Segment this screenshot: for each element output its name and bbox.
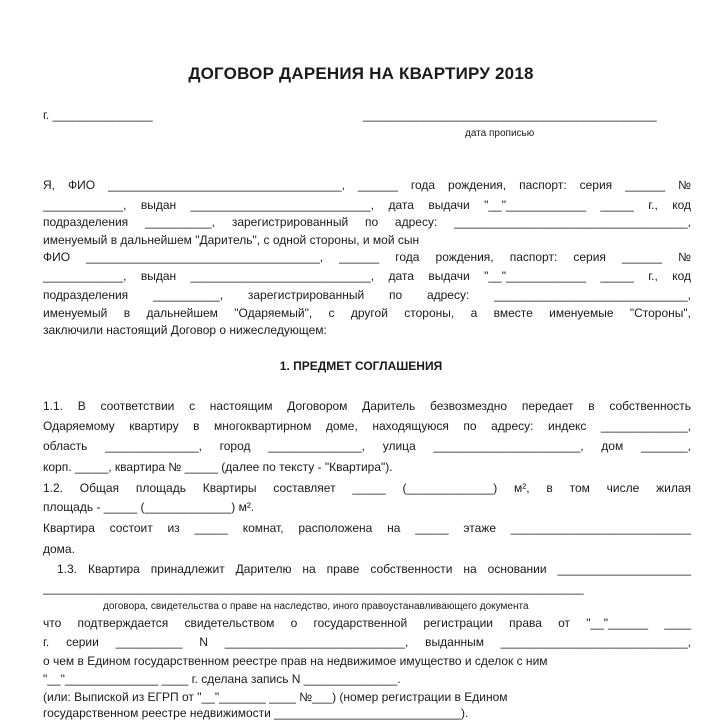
parties-line-6: ____________, выдан ___________________________, дата выдачи "__"____________ _____ г., код [43,269,691,283]
parties-line-5: ФИО ___________________________________, ______ года рождения, паспорт: серия ______ № [43,250,691,264]
parties-line-8: именуемый в дальнейшем "Одаряемый", с другой стороны, а вместе именуемые "Стороны", [43,306,691,320]
clause-line-15: (или: Выпиской из ЕГРП от "__"_______ ____ №___) (номер регистрации в Едином [43,690,508,704]
clause-line-14: "__"______________ ____ г. сделана запись N ______________. [43,672,401,686]
parties-line-4: именуемый в дальнейшем "Даритель", с одной стороны, и мой сын [43,233,420,247]
parties-line-2: ____________, выдан ___________________________, дата выдачи "__"____________ _____ г., код [43,198,691,212]
parties-line-7: подразделения __________, зарегистрированный по адресу: _____________________________, [43,288,691,302]
clause-line-13: о чем в Едином государственном реестре прав на недвижимое имущество и сделок с ним [43,654,548,668]
parties-line-3: подразделения __________, зарегистрированный по адресу: ___________________________________, [43,215,691,229]
date-field: ____________________________________________ [363,108,657,122]
clause-line-6: площадь - _____ (_____________) м². [43,500,255,514]
clause-line-7: Квартира состоит из _____ комнат, расположена на _____ этаже ___________________________ [43,521,691,535]
clause-caption: договора, свидетельства о праве на наследство, иного правоустанавливающего документа [103,601,529,612]
city-field: г. _______________ [43,108,153,122]
clause-line-16: государственном реестре недвижимости ____________________________). [43,706,469,720]
clause-line-8: дома. [43,542,75,556]
clause-line-9: 1.3. Квартира принадлежит Дарителю на праве собственности на основании ____________________ [57,562,691,576]
date-caption: дата прописью [465,128,535,139]
clause-line-11: что подтверждается свидетельством о государственной регистрации права от "__"______ ____ [43,616,691,630]
section-1-title: 1. ПРЕДМЕТ СОГЛАШЕНИЯ [279,359,443,373]
clause-line-3: область ______________, город ______________, улица ______________________, дом _______, [43,439,691,453]
clause-line-2: Одаряемому квартиру в многоквартирном доме, находящуюся по адресу: индекс _____________, [43,419,691,433]
clause-line-12: г. серии __________ N ___________________________, выданным ____________________________, [43,635,691,649]
parties-line-1: Я, ФИО ___________________________________, ______ года рождения, паспорт: серия ______ № [43,178,691,192]
clause-line-5: 1.2. Общая площадь Квартиры составляет _____ (_____________) м², в том числе жилая [43,481,691,495]
clause-line-4: корп. _____, квартира № _____ (далее по тексту - "Квартира"). [43,460,393,474]
document-title: ДОГОВОР ДАРЕНИЯ НА КВАРТИРУ 2018 [188,64,534,83]
parties-line-9: заключили настоящий Договор о нижеследующем: [43,323,327,337]
clause-line-1: 1.1. В соответствии с настоящим Договором Даритель безвозмездно передает в собственность [43,399,691,413]
clause-line-10: _________________________________________________________________________________ [43,581,584,595]
